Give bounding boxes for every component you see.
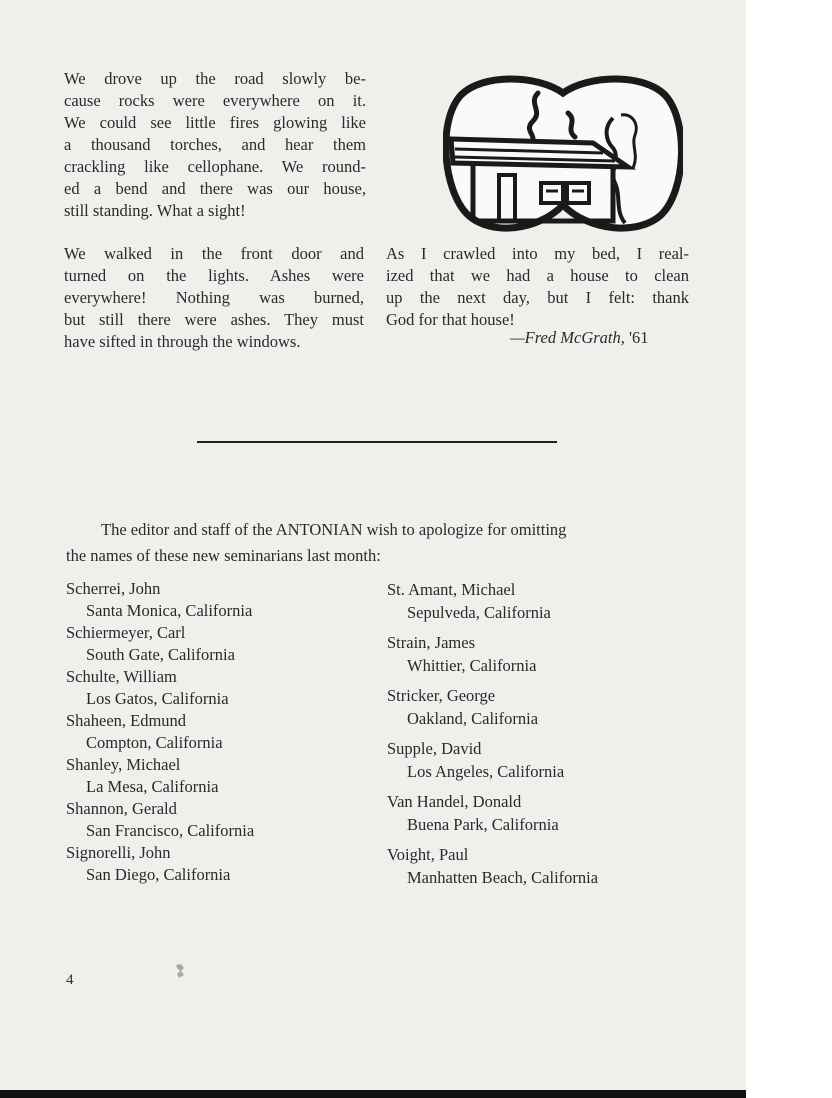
text-line: the names of these new seminarians last month:	[66, 546, 381, 565]
seminarian-name: Shanley, Michael	[66, 755, 181, 774]
seminarian-name: Stricker, George	[387, 686, 496, 705]
seminarian-name: Voight, Paul	[387, 845, 469, 864]
seminarian-entry	[66, 578, 254, 622]
text-line: ized that we had a house to clean	[386, 266, 689, 285]
seminarian-entry	[66, 754, 254, 798]
seminarian-name: Supple, David	[387, 739, 482, 758]
seminarian-hometown: San Francisco, California	[86, 821, 255, 840]
seminarian-entry	[66, 622, 254, 666]
seminarian-hometown: San Diego, California	[86, 865, 231, 884]
article-paragraph-1	[64, 68, 366, 222]
author-year: '61	[629, 328, 649, 347]
scan-border	[0, 1090, 746, 1098]
text-line: turned on the lights. Ashes were	[64, 266, 364, 285]
seminarian-list-left	[66, 578, 254, 886]
text-line: We drove up the road slowly be-	[64, 69, 366, 88]
seminarian-list-right	[387, 578, 598, 896]
seminarian-entry	[66, 798, 254, 842]
article-paragraph-2	[64, 243, 364, 353]
text-line: cause rocks were everywhere on it.	[64, 91, 366, 110]
seminarian-name: Schiermeyer, Carl	[66, 623, 186, 642]
seminarian-name: Schulte, William	[66, 667, 177, 686]
seminarian-hometown: Los Angeles, California	[407, 762, 565, 781]
text-line: We could see little fires glowing like	[64, 113, 366, 132]
text-line: everywhere! Nothing was burned,	[64, 288, 364, 307]
seminarian-hometown: Oakland, California	[407, 709, 539, 728]
seminarian-hometown: Whittier, California	[407, 656, 537, 675]
seminarian-name: Shannon, Gerald	[66, 799, 177, 818]
seminarian-entry	[66, 666, 254, 710]
seminarian-hometown: Santa Monica, California	[86, 601, 253, 620]
text-line: The editor and staff of the ANTONIAN wish to apologize for omitting	[101, 520, 567, 539]
seminarian-name: St. Amant, Michael	[387, 580, 516, 599]
text-line: As I crawled into my bed, I real-	[386, 244, 689, 263]
seminarian-entry	[387, 790, 598, 836]
text-line: but still there were ashes. They must	[64, 310, 364, 329]
author-name: —Fred McGrath,	[510, 328, 625, 347]
house-illustration-icon	[443, 73, 683, 238]
text-line: still standing. What a sight!	[64, 201, 246, 220]
section-divider	[197, 441, 557, 443]
seminarian-hometown: Sepulveda, California	[407, 603, 551, 622]
seminarian-hometown: Los Gatos, California	[86, 689, 229, 708]
seminarian-entry	[66, 842, 254, 886]
seminarian-name: Strain, James	[387, 633, 475, 652]
apology-notice	[66, 517, 566, 569]
seminarian-name: Van Handel, Donald	[387, 792, 522, 811]
seminarian-entry	[66, 710, 254, 754]
article-paragraph-3	[386, 243, 689, 331]
seminarian-hometown: South Gate, California	[86, 645, 235, 664]
seminarian-entry	[387, 843, 598, 889]
author-signature	[510, 328, 648, 348]
seminarian-hometown: La Mesa, California	[86, 777, 219, 796]
text-line: crackling like cellophane. We round-	[64, 157, 366, 176]
text-line: God for that house!	[386, 310, 515, 329]
seminarian-entry	[387, 737, 598, 783]
seminarian-hometown: Buena Park, California	[407, 815, 559, 834]
seminarian-hometown: Compton, California	[86, 733, 223, 752]
text-line: We walked in the front door and	[64, 244, 364, 263]
text-line: ed a bend and there was our house,	[64, 179, 366, 198]
seminarian-name: Signorelli, John	[66, 843, 171, 862]
text-line: a thousand torches, and hear them	[64, 135, 366, 154]
seminarian-name: Shaheen, Edmund	[66, 711, 187, 730]
seminarian-entry	[387, 578, 598, 624]
page-number: 4	[66, 972, 74, 988]
seminarian-entry	[387, 684, 598, 730]
seminarian-name: Scherrei, John	[66, 579, 161, 598]
seminarian-entry	[387, 631, 598, 677]
text-line: up the next day, but I felt: thank	[386, 288, 689, 307]
seminarian-hometown: Manhatten Beach, California	[407, 868, 599, 887]
text-line: have sifted in through the windows.	[64, 332, 301, 351]
ink-speck-icon	[172, 962, 188, 980]
